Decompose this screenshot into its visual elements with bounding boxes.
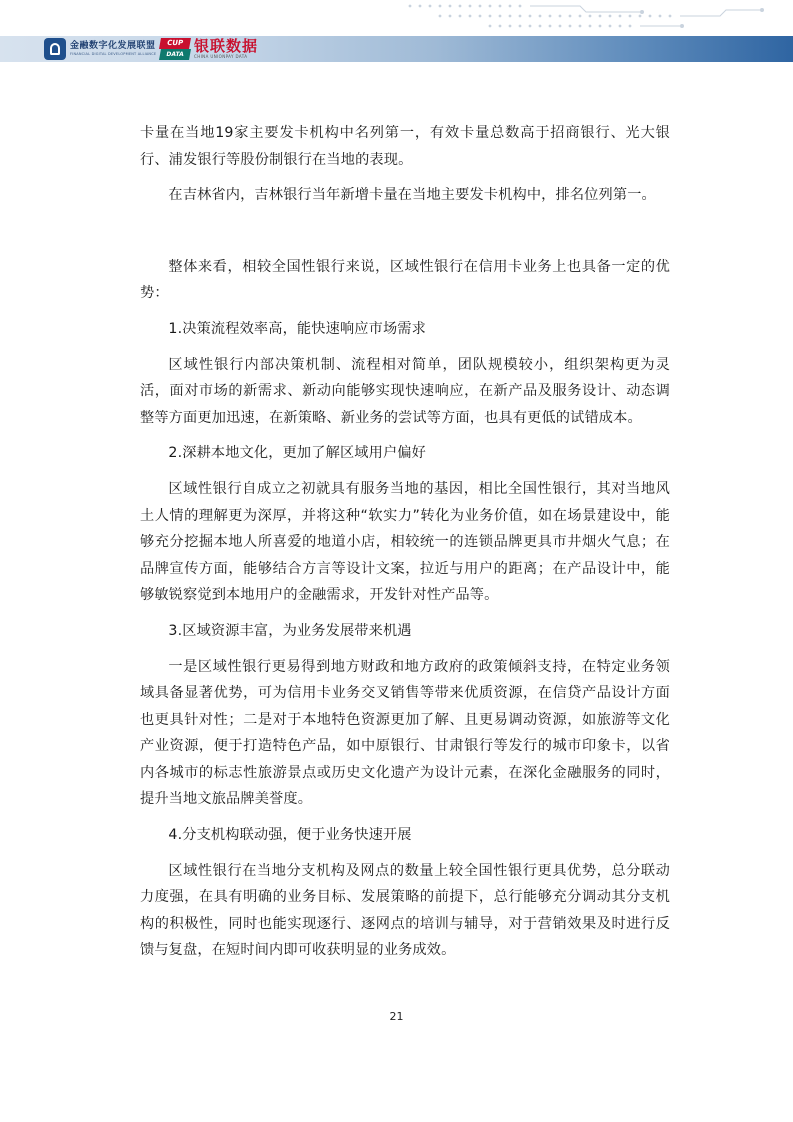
- section-heading: 3.区域资源丰富，为业务发展带来机遇: [168, 622, 412, 639]
- page-header: [0, 0, 793, 72]
- alliance-logo-subtitle: FINANCIAL DIGITAL DEVELOPMENT ALLIANCE: [70, 51, 157, 56]
- paragraph: 区域性银行在当地分支机构及网点的数量上较全国性银行更具优势，总分联动力度强，在具有明确的业务目标、发展策略的前提下，总行能够充分调动其分支机构的积极性，同时也能实现逐行、逐网点的培训与辅导，对于营销效果及时进行反馈与复盘，在短时间内即可收获明显的业务成效。: [140, 862, 670, 959]
- page-number: 21: [389, 1010, 404, 1023]
- alliance-logo-name: 金融数字化发展联盟: [70, 40, 156, 51]
- circuit-dots-decoration: [380, 0, 793, 36]
- spacer: [140, 218, 670, 254]
- section-heading: 4.分支机构联动强，便于业务快速开展: [168, 827, 412, 844]
- cup-data-logo-icon: [160, 38, 190, 60]
- section-heading: 2.深耕本地文化，更加了解区域用户偏好: [168, 445, 426, 462]
- alliance-logo-icon: [44, 38, 66, 60]
- cup-logo-text: CUP: [159, 38, 191, 49]
- paragraph: 在吉林省内，吉林银行当年新增卡量在当地主要发卡机构中，排名位列第一。: [168, 187, 656, 204]
- data-logo-text: DATA: [159, 49, 191, 60]
- alliance-logo: [44, 38, 156, 60]
- cup-data-logo-subtitle: CHINA UNIONPAY DATA: [194, 54, 248, 59]
- paragraph: 卡量在当地19家主要发卡机构中名列第一，有效卡量总数高于招商银行、光大银行、浦发银行等股份制银行在当地的表现。: [140, 125, 670, 168]
- cup-data-logo-name: 银联数据: [194, 37, 259, 55]
- paragraph: 区域性银行内部决策机制、流程相对简单，团队规模较小，组织架构更为灵活，面对市场的新需求、新动向能够实现快速响应，在新产品及服务设计、动态调整等方面更加迅速，在新策略、新业务的尝试等方面，也具有更低的试错成本。: [140, 356, 670, 426]
- paragraph: 一是区域性银行更易得到地方财政和地方政府的政策倾斜支持，在特定业务领域具备显著优势，可为信用卡业务交叉销售等带来优质资源，在信贷产品设计方面也更具针对性；二是对于本地特色资源更加了解、且更易调动资源，如旅游等文化产业资源，便于打造特色产品，如中原银行、甘肃银行等发行的城市印象卡，以省内各城市的标志性旅游景点或历史文化遗产为设计元素，在深化金融服务的同时，提升当地文旅品牌美誉度。: [140, 658, 670, 808]
- document-body: [140, 120, 670, 973]
- cup-data-logo: [160, 38, 258, 60]
- paragraph: 区域性银行自成立之初就具有服务当地的基因，相比全国性银行，其对当地风土人情的理解更为深厚，并将这种“软实力”转化为业务价值，如在场景建设中，能够充分挖掘本地人所喜爱的地道小店，相较统一的连锁品牌更具市井烟火气息；在品牌宣传方面，能够结合方言等设计文案，拉近与用户的距离；在产品设计中，能够敏锐察觉到本地用户的金融需求，开发针对性产品等。: [140, 480, 670, 604]
- section-heading: 1.决策流程效率高，能快速响应市场需求: [168, 320, 426, 337]
- paragraph: 整体来看，相较全国性银行来说，区域性银行在信用卡业务上也具备一定的优势：: [140, 258, 670, 302]
